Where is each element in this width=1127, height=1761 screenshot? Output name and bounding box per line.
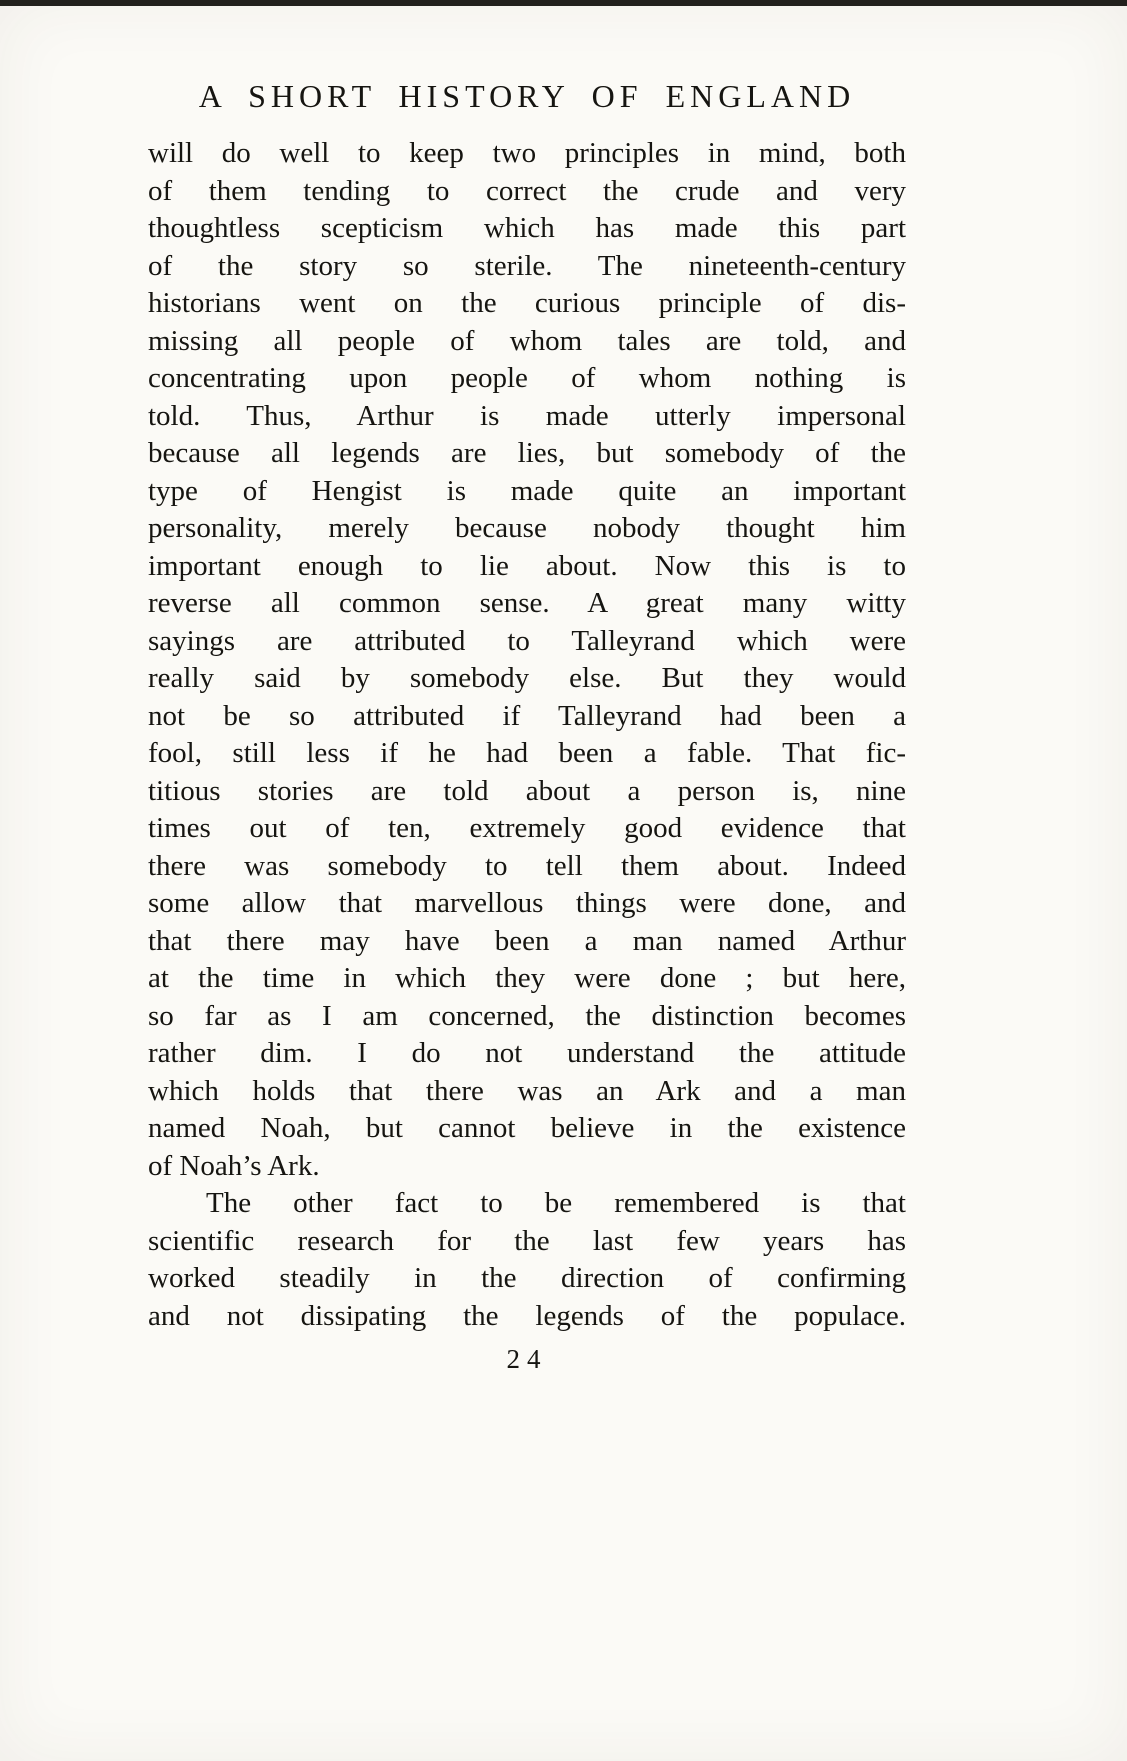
text-line: times out of ten, extremely good evidence that	[148, 812, 906, 844]
text-line: and not dissipating the legends of the populace.	[148, 1299, 906, 1332]
text-line: thoughtless scepticism which has made this part	[148, 212, 906, 244]
text-line: of them tending to correct the crude and very	[148, 174, 906, 207]
scan-edge	[0, 0, 1127, 6]
text-line: reverse all common sense. A great many witty	[148, 587, 906, 619]
text-line: historians went on the curious principle of dis-	[148, 287, 906, 319]
text-line: at the time in which they were done ; but here,	[148, 962, 906, 994]
text-line: because all legends are lies, but somebody of the	[148, 437, 906, 469]
page-number: 24	[506, 1344, 548, 1374]
text-line: which holds that there was an Ark and a man	[148, 1074, 906, 1107]
text-line: there was somebody to tell them about. Indeed	[148, 849, 906, 882]
text-line: told. Thus, Arthur is made utterly impersonal	[148, 399, 906, 432]
text-line: fool, still less if he had been a fable. That fic-	[148, 737, 906, 769]
text-line: so far as I am concerned, the distinction becomes	[148, 999, 906, 1032]
text-line: of the story so sterile. The nineteenth-century	[148, 249, 906, 282]
paragraph-1	[148, 135, 906, 1185]
text-line: sayings are attributed to Talleyrand which were	[148, 624, 906, 657]
text-line: missing all people of whom tales are told, and	[148, 324, 906, 357]
text-line: important enough to lie about. Now this is to	[148, 549, 906, 582]
text-line: scientific research for the last few years has	[148, 1224, 906, 1257]
text-block	[148, 78, 906, 1375]
text-line: named Noah, but cannot believe in the existence	[148, 1112, 906, 1144]
text-line: concentrating upon people of whom nothing is	[148, 362, 906, 394]
text-line: really said by somebody else. But they would	[148, 662, 906, 694]
text-line: that there may have been a man named Arthur	[148, 924, 906, 957]
running-head: A SHORT HISTORY OF ENGLAND	[198, 78, 856, 114]
text-line: some allow that marvellous things were done, and	[148, 887, 906, 919]
text-line: rather dim. I do not understand the attitude	[148, 1037, 906, 1069]
text-line: of Noah’s Ark.	[148, 1149, 320, 1182]
paragraph-2	[148, 1185, 906, 1335]
text-line: will do well to keep two principles in mind, both	[148, 137, 906, 169]
text-line: titious stories are told about a person is, nine	[148, 774, 906, 807]
text-line: The other fact to be remembered is that	[206, 1187, 906, 1219]
text-line: personality, merely because nobody thought him	[148, 512, 906, 544]
text-line: type of Hengist is made quite an important	[148, 474, 906, 507]
text-line: worked steadily in the direction of confirming	[148, 1262, 906, 1294]
text-line: not be so attributed if Talleyrand had been a	[148, 699, 906, 732]
